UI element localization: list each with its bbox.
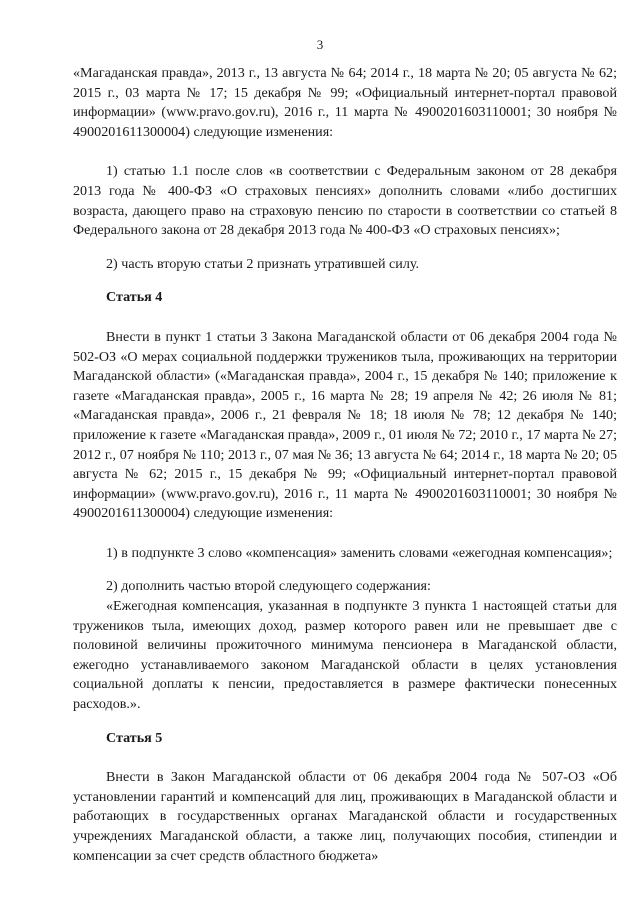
paragraph: Внести в Закон Магаданской области от 06 декабря 2004 года № 507-ОЗ «Об установлении гарантий и компенсаций для лиц, проживающих в Магаданской области и работающих в государственных органах Магаданской области и государственных учреждениях Магаданской области, а также лиц, получающих пособия, стипендии и компенсации за счет средств областного бюджета» bbox=[73, 769, 617, 864]
paragraph: 2) дополнить частью второй следующего содержания: bbox=[106, 578, 431, 595]
spacer bbox=[73, 241, 617, 255]
paragraph: 1) статью 1.1 после слов «в соответствии с Федеральным законом от 28 декабря 2013 года № 400-ФЗ «О страховых пенсиях» дополнить словами «либо достигших возраста, дающего право на страховую пенсию по старости в соответствии со статьей 8 Федерального закона от 28 декабря 2013 года № 400-ФЗ «О страховых пенсиях»; bbox=[73, 163, 617, 239]
paragraph: 2) часть вторую статьи 2 признать утратившей силу. bbox=[106, 255, 420, 272]
paragraph: Внести в пункт 1 статьи 3 Закона Магаданской области от 06 декабря 2004 года № 502-ОЗ «О мерах социальной поддержки тружеников тыла, проживающих на территории Магаданской области» («Магаданская правда», 2004 г., 15 декабря № 140; приложение к газете «Магаданская правда», 2005 г., 16 марта № 28; 19 апреля № 42; 26 июля № 81; «Магаданская правда», 2006 г., 21 февраля № 18; 18 июля № 78; 12 декабря № 140; приложение к газете «Магаданская правда», 2009 г., 01 июля № 72; 2010 г., 17 марта № 27; 2012 г., 07 ноября № 110; 2013 г., 07 мая № 36; 13 августа № 64; 2014 г., 18 марта № 20; 05 августа № 62; 2015 г., 15 декабря № 99; «Официальный интернет-портал правовой информации» (www.pravo.gov.ru), 2016 г., 11 марта № 4900201603110001; 30 ноября № 4900201611300004) следующие изменения: bbox=[73, 328, 617, 522]
paragraph: 1) в подпункте 3 слово «компенсация» заменить словами «ежегодная компенсация»; bbox=[106, 544, 613, 561]
spacer bbox=[73, 308, 617, 328]
spacer bbox=[73, 563, 617, 577]
article-heading: Статья 5 bbox=[106, 729, 163, 746]
spacer bbox=[73, 748, 617, 768]
spacer bbox=[73, 715, 617, 729]
spacer bbox=[73, 524, 617, 544]
page-number: 3 bbox=[316, 37, 324, 52]
article-heading: Статья 4 bbox=[106, 289, 163, 306]
spacer bbox=[73, 142, 617, 162]
spacer bbox=[73, 274, 617, 288]
document-body bbox=[73, 64, 617, 866]
paragraph: «Магаданская правда», 2013 г., 13 августа № 64; 2014 г., 18 марта № 20; 05 августа № 62; 2015 г., 03 марта № 17; 15 декабря № 99; «Официальный интернет-портал правовой информации» (www.pravo.gov.ru), 2016 г., 11 марта № 4900201603110001; 30 ноября № 4900201611300004) следующие изменения: bbox=[73, 65, 617, 140]
paragraph: «Ежегодная компенсация, указанная в подпункте 3 пункта 1 настоящей статьи для тружеников тыла, имеющих доход, размер которого равен или не превышает две с половиной величины прожиточного минимума пенсионера в Магаданской области, ежегодно устанавливаемого законом Магаданской области в целях установления социальной доплаты к пенсии, предоставляется в размере фактически понесенных расходов.». bbox=[73, 598, 617, 713]
